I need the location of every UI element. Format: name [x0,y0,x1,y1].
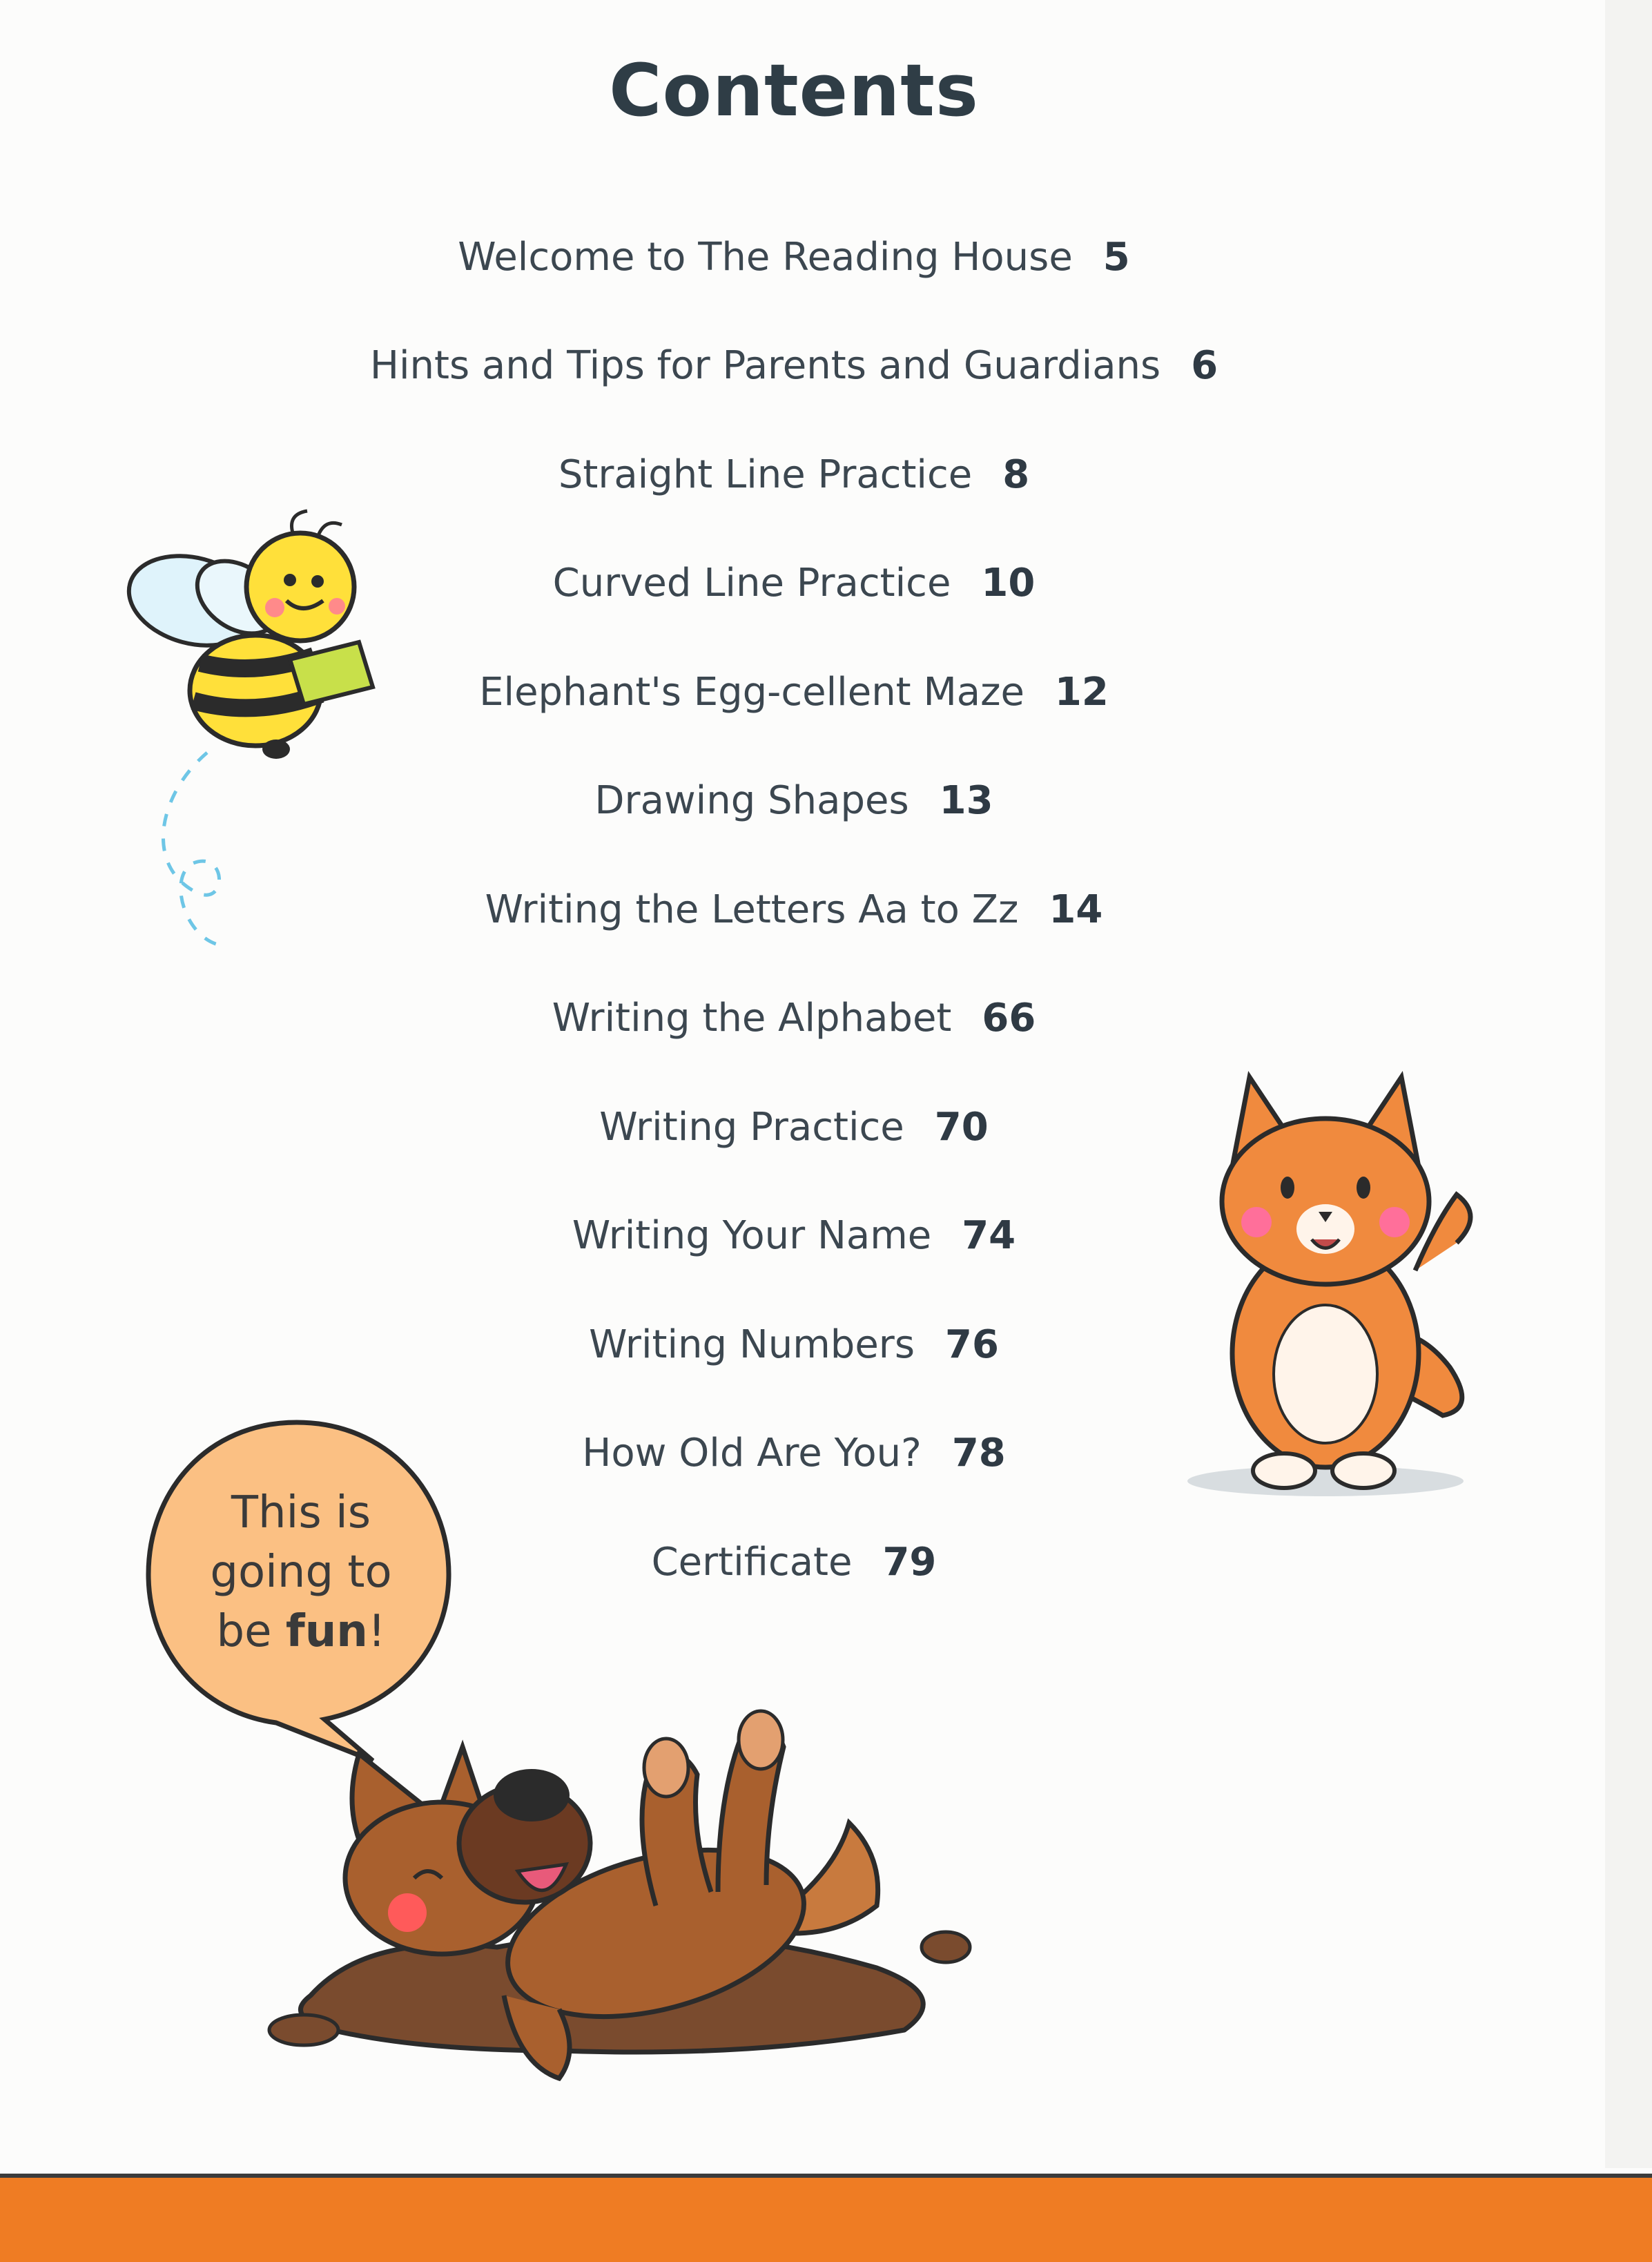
toc-entry[interactable] [0,343,1588,388]
toc-entry-label: How Old Are You? [582,1431,922,1476]
toc-entry-page: 78 [951,1431,1006,1476]
toc-entry-label: Welcome to The Reading House [458,235,1073,280]
footer-accent-band [0,2174,1652,2262]
cat-cheek [1379,1207,1410,1237]
cat-eye [1281,1177,1294,1199]
toc-entry-label: Writing Practice [599,1105,904,1150]
bee-cheek [265,598,284,617]
cat-shadow [1187,1466,1464,1496]
toc-entry-page: 12 [1054,670,1109,715]
dog-cheek [388,1893,427,1932]
bee-eye [311,575,324,588]
mud-splat [269,2015,338,2045]
toc-entry-page: 70 [934,1105,989,1150]
toc-entry-label: Curved Line Practice [552,561,951,606]
toc-entry-label: Hints and Tips for Parents and Guardians [369,343,1161,388]
page-title: Contents [609,48,979,133]
dog-illustration [269,1705,994,2120]
cat-eye [1357,1177,1370,1199]
bee-stinger [262,740,290,759]
bubble-line-3: be fun! [216,1606,386,1657]
page-edge [1605,0,1652,2168]
mud-splat [922,1932,970,1962]
toc-entry-page: 79 [882,1540,937,1585]
bubble-line-2: going to [210,1547,392,1598]
toc-entry-label: Writing the Letters Aa to Zz [485,887,1019,932]
toc-entry-page: 76 [945,1322,999,1367]
bee-cheek [329,598,345,615]
bee-head [246,533,354,641]
bee-eye [284,574,296,586]
toc-entry-page: 66 [982,996,1036,1041]
toc-entry-page: 74 [962,1213,1016,1258]
toc-entry-page: 8 [1002,452,1030,497]
toc-entry[interactable] [0,996,1588,1041]
cat-cheek [1241,1207,1272,1237]
dog-paw-pad [739,1711,783,1769]
toc-entry-page: 5 [1102,235,1130,280]
dog-paw-pad [644,1739,688,1797]
toc-entry-page: 14 [1049,887,1103,932]
toc-entry-page: 6 [1191,343,1218,388]
toc-entry-page: 10 [981,561,1036,606]
toc-entry-label: Straight Line Practice [558,452,973,497]
toc-entry-label: Drawing Shapes [594,778,909,823]
cat-illustration [1167,1063,1498,1505]
toc-entry-label: Writing the Alphabet [552,996,952,1041]
dog-nose [494,1769,570,1821]
flight-trail [163,753,228,946]
cat-paw [1332,1453,1395,1488]
toc-entry[interactable] [0,452,1588,497]
toc-entry-page: 13 [939,778,993,823]
speech-bubble-text [163,1483,439,1661]
bubble-line-1: This is [231,1487,371,1538]
toc-entry-label: Writing Numbers [589,1322,915,1367]
bee-illustration [117,504,407,953]
cat-belly [1274,1305,1377,1443]
toc-entry[interactable] [0,235,1588,280]
toc-entry-label: Certificate [651,1540,853,1585]
toc-entry-label: Writing Your Name [572,1213,932,1258]
toc-entry-label: Elephant's Egg-cellent Maze [479,670,1024,715]
cat-head [1222,1119,1429,1284]
cat-paw [1253,1453,1315,1488]
